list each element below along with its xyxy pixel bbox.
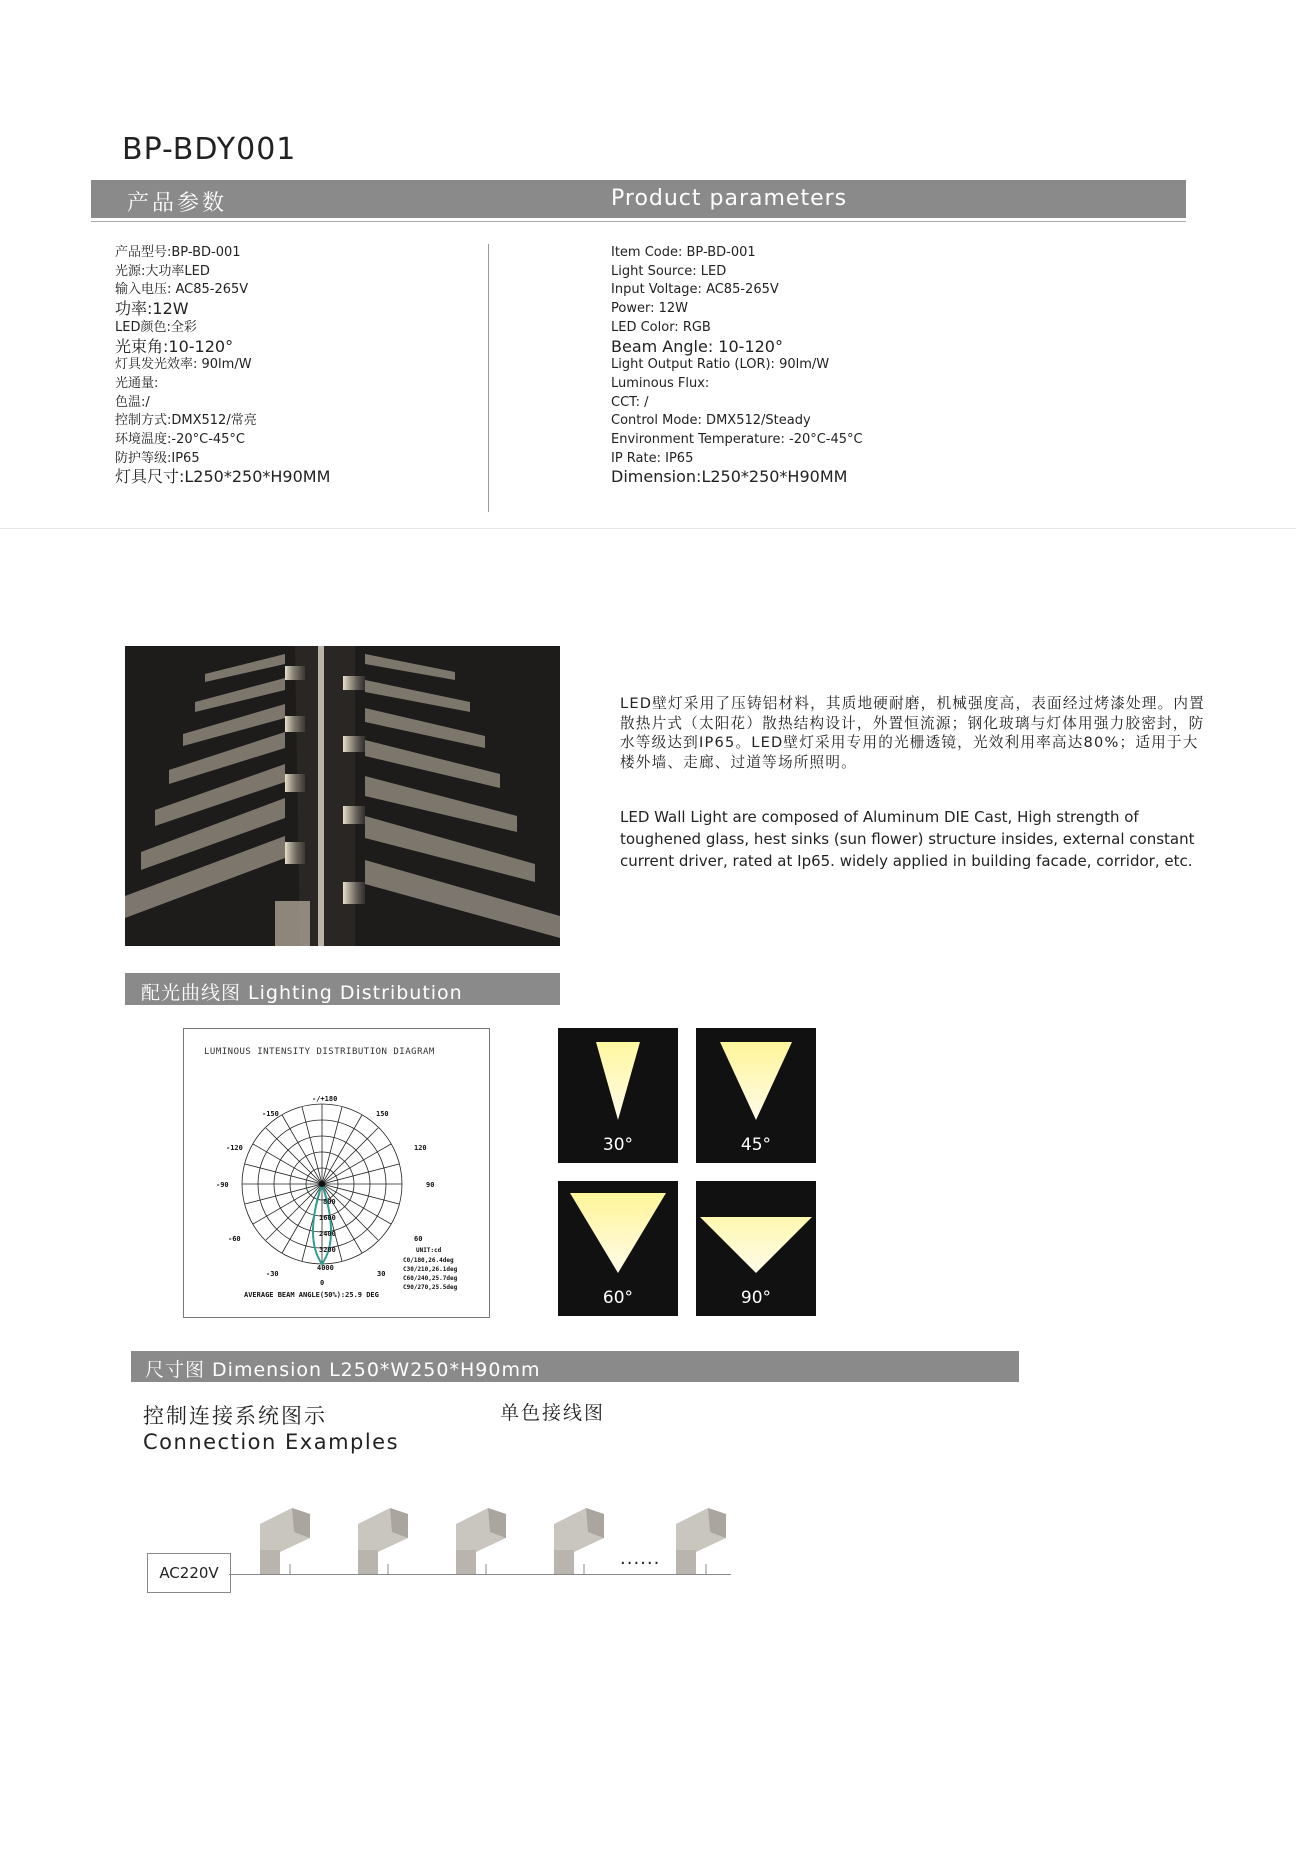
spec-item: Control Mode: DMX512/Steady [611, 413, 811, 429]
angle-label: -30 [266, 1270, 279, 1278]
spec-item: IP Rate: IP65 [611, 450, 694, 466]
connection-title-en: Connection Examples [143, 1430, 400, 1454]
beam-angle-tile [696, 1181, 816, 1316]
intensity-label: 1600 [319, 1214, 336, 1222]
beam-angle-tile [558, 1028, 678, 1163]
spec-item: 光通量: [115, 375, 159, 391]
spec-item: 功率:12W [115, 299, 189, 319]
average-beam-angle: AVERAGE BEAM ANGLE(50%):25.9 DEG [244, 1291, 379, 1299]
unit-line: C90/270,25.5deg [403, 1284, 458, 1291]
spec-item: Item Code: BP-BD-001 [611, 245, 756, 260]
beam-angle-label: 30° [602, 1135, 634, 1155]
section-divider [0, 528, 1296, 529]
spec-item: LED颜色:全彩 [115, 319, 197, 335]
spec-item: Dimension:L250*250*H90MM [611, 467, 848, 487]
angle-label: 60 [414, 1235, 423, 1243]
spec-item: CCT: / [611, 394, 649, 410]
unit-line: C0/180,26.4deg [403, 1257, 454, 1264]
intensity-label: 3200 [319, 1246, 336, 1254]
spec-item: Beam Angle: 10-120° [611, 336, 783, 356]
intensity-label: 2400 [319, 1230, 336, 1238]
power-source-box [147, 1553, 231, 1593]
angle-label: 150 [376, 1110, 389, 1118]
spec-item: 灯具发光效率: 90lm/W [115, 357, 252, 373]
continuation-dots: ...... [620, 1548, 661, 1569]
single-color-wiring-title: 单色接线图 [500, 1402, 606, 1424]
spec-item: Light Output Ratio (LOR): 90lm/W [611, 357, 830, 373]
spec-item: 光束角:10-120° [115, 336, 234, 356]
angle-label: -90 [216, 1181, 229, 1189]
spec-item: LED Color: RGB [611, 319, 711, 335]
connection-title-cn: 控制连接系统图示 [143, 1404, 327, 1428]
wall-lamp-fixture [260, 1508, 310, 1574]
angle-label: -120 [226, 1144, 243, 1152]
column-divider [488, 244, 489, 512]
unit-line: C30/210,26.1deg [403, 1266, 458, 1273]
spec-item: Light Source: LED [611, 263, 727, 279]
luminous-intensity-diagram [183, 1028, 490, 1318]
angle-label: 90 [426, 1181, 435, 1189]
angle-label: -/+180 [312, 1095, 338, 1103]
wall-lamp-fixture [456, 1508, 506, 1574]
spec-item: 灯具尺寸:L250*250*H90MM [115, 467, 331, 487]
lighting-distribution-header [125, 973, 560, 1005]
dimension-title: 尺寸图 Dimension L250*W250*H90mm [145, 1359, 541, 1381]
unit-line: UNIT:cd [416, 1247, 442, 1254]
intensity-label: 800 [323, 1198, 336, 1206]
spec-item: 输入电压: AC85-265V [115, 282, 249, 298]
spec-item: Input Voltage: AC85-265V [611, 282, 779, 298]
unit-line: C60/240,25.7deg [403, 1275, 458, 1282]
spec-item: Luminous Flux: [611, 375, 710, 391]
angle-label: 30 [377, 1270, 386, 1278]
wall-lamp-fixture [676, 1508, 726, 1574]
params-header-en: Product parameters [611, 186, 848, 211]
beam-angle-tile [558, 1181, 678, 1316]
product-model-title: BP-BDY001 [122, 132, 297, 167]
description-en: LED Wall Light are composed of Aluminum DIE Cast, High strength of toughened glass, hest sinks (sun flower) structure insides, external constant current driver, rated at Ip65. widely applied in building facade, corridor, etc. [620, 808, 1195, 870]
lighting-distribution-title: 配光曲线图 Lighting Distribution [141, 982, 463, 1004]
spec-list-cn [115, 244, 330, 487]
angle-label: 0 [320, 1279, 325, 1287]
beam-angle-label: 45° [740, 1135, 772, 1155]
building-night-photo [125, 646, 560, 946]
spec-item: 光源:大功率LED [115, 263, 210, 279]
angle-label: 120 [414, 1144, 427, 1152]
diagram-title: LUMINOUS INTENSITY DISTRIBUTION DIAGRAM [204, 1047, 435, 1057]
spec-list-en [611, 244, 863, 487]
params-header-cn: 产品参数 [127, 191, 228, 216]
angle-label: -60 [228, 1235, 241, 1243]
power-label: AC220V [159, 1564, 219, 1582]
description-cn: LED壁灯采用了压铸铝材料，其质地硬耐磨，机械强度高，表面经过烤漆处理。内置散热片式（太阳花）散热结构设计，外置恒流源；钢化玻璃与灯体用强力胶密封，防水等级达到IP65。LED壁灯采用专用的光栅透镜，光效利用率高达80%；适用于大楼外墙、走廊、过道等场所照明。 [620, 695, 1205, 771]
spec-item: 产品型号:BP-BD-001 [115, 245, 241, 260]
dimension-header [131, 1351, 1019, 1382]
spec-item: 控制方式:DMX512/常亮 [115, 413, 257, 429]
beam-angle-label: 90° [740, 1288, 772, 1308]
wall-lamp-fixture [358, 1508, 408, 1574]
intensity-label: 4000 [317, 1264, 334, 1272]
beam-angle-tile [696, 1028, 816, 1163]
angle-label: -150 [262, 1110, 279, 1118]
spec-item: Power: 12W [611, 301, 688, 317]
spec-item: 环境温度:-20°C-45°C [115, 432, 246, 448]
spec-item: 色温:/ [115, 394, 150, 410]
spec-item: 防护等级:IP65 [115, 450, 200, 466]
params-header-bar [91, 180, 1186, 218]
spec-item: Environment Temperature: -20°C-45°C [611, 432, 863, 448]
wall-lamp-fixture [554, 1508, 604, 1574]
divider [91, 221, 1186, 222]
beam-angle-label: 60° [602, 1288, 634, 1308]
fixture-row [250, 1494, 750, 1584]
